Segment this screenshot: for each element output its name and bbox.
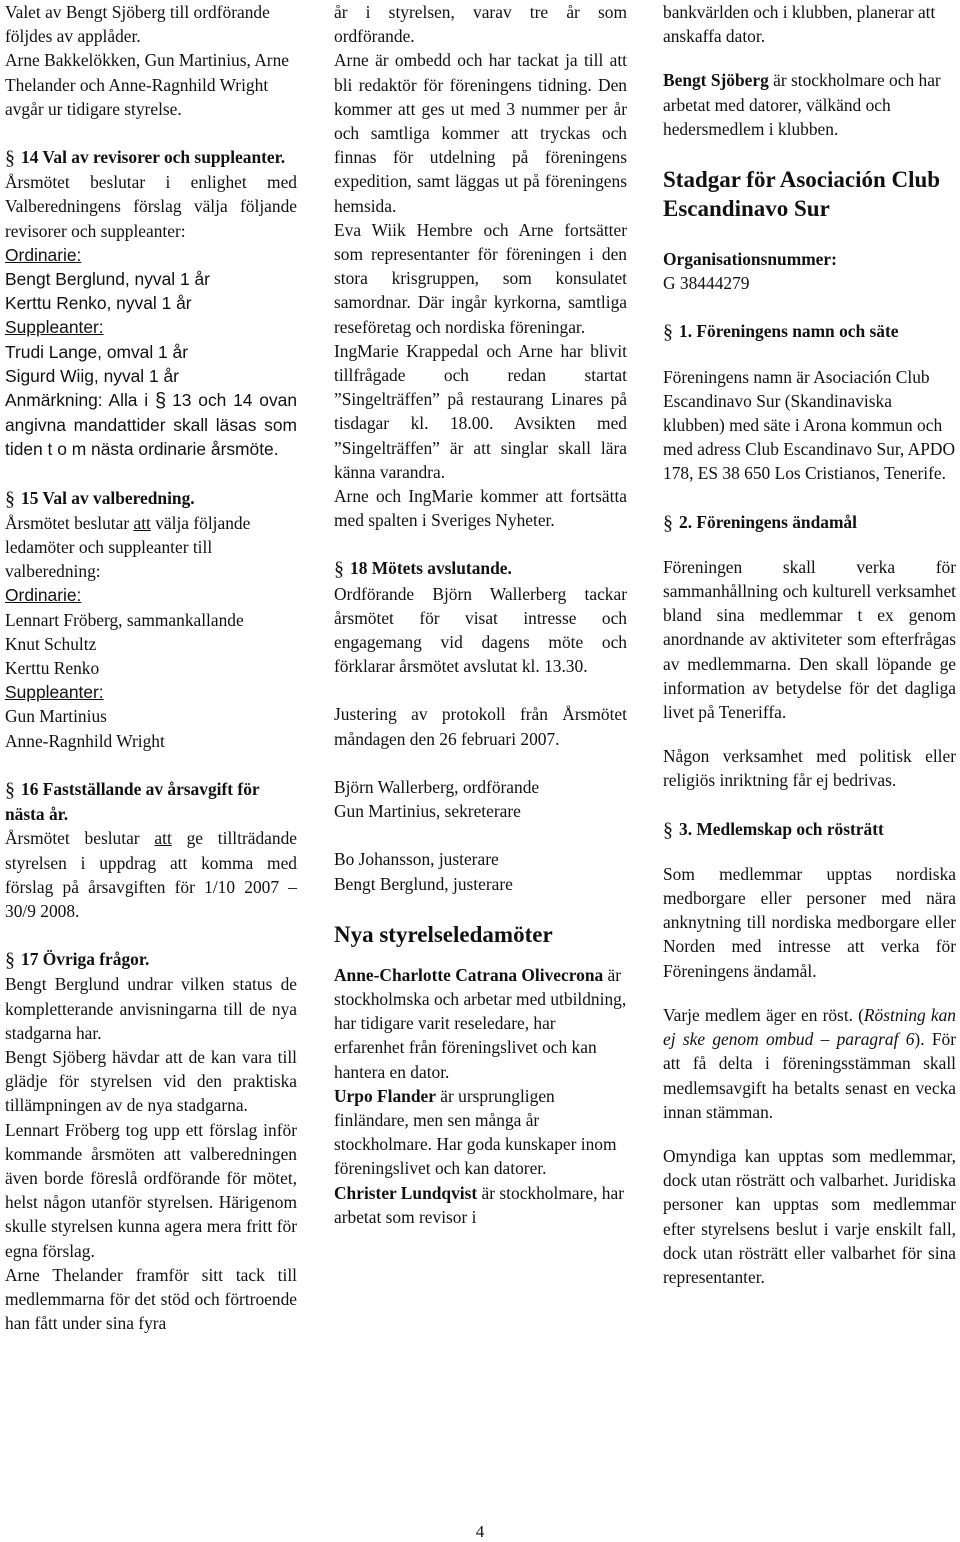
paragraph: Någon verksamhet med politisk eller religiös inriktning får ej bedrivas. [663,746,956,791]
auditor-list [5,243,297,462]
section-symbol: § [5,487,15,510]
list-item: Kerttu Renko, nyval 1 år [5,293,192,314]
list-item: Trudi Lange, omval 1 år [5,341,189,362]
paragraph: Bengt Sjöberg är stockholmare och har arbetat med datorer, välkänd och hedersmedlem i klubben. [663,70,941,139]
signature-line: Gun Martinius, sekreterare [334,801,521,822]
org-number: G 38444279 [663,273,750,294]
section-title: Nya styrelseledamöter [334,921,553,947]
section-symbol: § [5,949,15,972]
section-symbol: § [663,511,673,534]
paragraph: Anne-Charlotte Catrana Olivecrona är stockholmska och arbetar med utbildning, har tidigare varit reseledare, har erfarenhet från föreningslivet och kan hantera en dator. [334,964,627,1082]
paragraph: Valet av Bengt Sjöberg till ordförande följdes av applåder. [5,2,270,47]
signature-line: Björn Wallerberg, ordförande [334,776,540,797]
org-label: Organisationsnummer: [663,249,837,270]
list-item: Anne-Ragnhild Wright [5,730,165,751]
section-symbol: § [334,558,344,581]
paragraph: Christer Lundqvist är stockholmare, har arbetat som revisor i [334,1182,624,1227]
section-symbol: § [5,147,15,170]
list-label: Ordinarie: [5,585,82,606]
list-item: Sigurd Wiig, nyval 1 år [5,365,179,386]
signature-line: Bo Johansson, justerare [334,849,499,870]
list-item: Bengt Berglund, nyval 1 år [5,269,210,290]
list-item: Gun Martinius [5,706,107,727]
column-1 [5,0,297,1335]
section-title: Stadgar för Asociación Club Escandinavo Sur [663,167,941,222]
list-item: Kerttu Renko [5,658,100,679]
section-symbol: § [154,390,167,413]
section-heading-14: § 14 Val av revisorer och suppleanter. [5,147,286,170]
paragraph: Varje medlem äger en röst. (Röstning kan ej ske genom ombud – paragraf 6). För att få delta i föreningsstämman skall medlemsavgift ha betalts senast en vecka innan stämman. [663,1004,956,1122]
paragraph: Ordförande Björn Wallerberg tackar årsmötet för visat intresse och engagemang vid dagens möte och förklarar årsmötet avslutat kl. 13.30. [334,583,627,677]
paragraph: Bengt Berglund undrar vilken status de kompletterande anvisningarna till de nya stadgarna har. [5,974,297,1043]
section-symbol: § [663,818,673,841]
section-heading-3: § 3. Medlemskap och rösträtt [663,818,884,841]
paragraph: Årsmötet beslutar att välja följande ledamöter och suppleanter till valberedning: [5,512,251,582]
list-item: Knut Schultz [5,633,97,654]
paragraph: Justering av protokoll från Årsmötet måndagen den 26 februari 2007. [334,704,627,749]
section-heading-1: § 1. Föreningens namn och säte [663,321,899,344]
list-label: Suppleanter: [5,317,104,338]
paragraph: IngMarie Krappedal och Arne har blivit tillfrågade och redan startat ”Singelträffen” på restaurang Linares på tisdagar kl. 18.00. Avsikten med ”Singelträffen” är att singlar skall lära känna varandra. [334,340,627,482]
list-label: Ordinarie: [5,244,82,265]
paragraph: Arne Thelander framför sitt tack till medlemmarna för det stöd och förtroende han fått under sina fyra [5,1264,297,1334]
paragraph: Eva Wiik Hembre och Arne fortsätter som representanter för föreningen i den stora krisgruppen, som konsulatet samordnar. Där ingår kyrkorna, samtliga reseföretag och nordiska föreningar. [334,219,627,337]
paragraph: Föreningens namn är Asociación Club Escandinavo Sur (Skandinaviska klubben) med säte i Arona kommun och med adress Club Escandinavo Sur, APDO 178, ES 38 650 Los Cristianos, Tenerife. [663,366,956,484]
section-heading-2: § 2. Föreningens ändamål [663,511,857,534]
paragraph: Omyndiga kan upptas som medlemmar, dock utan rösträtt och valbarhet. Juridiska personer kan upptas som medlemmar efter styrelsens beslut i varje enskilt fall, dock utan rösträtt eller valbarhet för sina representanter. [663,1145,956,1287]
paragraph: år i styrelsen, varav tre år som ordförande. [334,2,627,47]
paragraph: Lennart Fröberg tog upp ett förslag inför kommande årsmöten att valberedningen även borde föreslå ordförande för mötet, helst någon utanför styrelsen. Härigenom skulle styrelsen kunna agera mera fritt för egna förslag. [5,1119,297,1261]
paragraph: Arne och IngMarie kommer att fortsätta med spalten i Sveriges Nyheter. [334,486,627,531]
paragraph: Bengt Sjöberg hävdar att de kan vara till glädje för styrelsen vid den praktiska tillämpningen av de nya stadgarna. [5,1046,297,1116]
section-heading-16: § 16 Fastställande av årsavgift för nästa år. [5,778,260,825]
section-heading-15: § 15 Val av valberedning. [5,487,195,510]
column-3 [663,0,956,1289]
list-label: Suppleanter: [5,682,104,703]
paragraph: Arne Bakkelökken, Gun Martinius, Arne Thelander och Anne-Ragnhild Wright avgår ur tidigare styrelse. [5,50,289,119]
paragraph: Som medlemmar upptas nordiska medborgare eller personer med nära anknytning till nordiska medborgare eller Norden med intresse att verka för Föreningens ändamål. [663,863,956,981]
paragraph: bankvärlden och i klubben, planerar att anskaffa dator. [663,2,936,47]
column-2 [334,0,627,1229]
section-symbol: § [663,321,673,344]
signature-line: Bengt Berglund, justerare [334,873,513,894]
page-number: 4 [475,1522,485,1541]
paragraph: Årsmötet beslutar i enlighet med Valberedningens förslag välja följande revisorer och suppleanter: [5,172,297,241]
section-heading-17: § 17 Övriga frågor. [5,949,150,972]
list-item: Lennart Fröberg, sammankallande [5,609,244,630]
paragraph: Årsmötet beslutar att ge tillträdande styrelsen i uppdrag att komma med förslag på årsavgiften för 1/10 2007 – 30/9 2008. [5,828,297,921]
section-heading-18: § 18 Mötets avslutande. [334,558,512,581]
paragraph: Föreningen skall verka för sammanhållning och kulturell verksamhet bland sina medlemmar t ex genom anordnande av aktiviteter som efterfrågas av medlemmarna. Den skall löpande ge information av betydelse för det dagliga livet på Teneriffa. [663,556,956,723]
paragraph: Urpo Flander är ursprungligen finländare, men sen många år stockholmare. Har goda kunskaper inom föreningslivet och kan datorer. [334,1085,617,1179]
paragraph: Arne är ombedd och har tackat ja till att bli redaktör för föreningens tidning. Den kommer att ges ut med 3 nummer per år och samtliga kommer att tryckas och finnas för utdelning på föreningens expedition, samt läggas ut på föreningens hemsida. [334,50,627,216]
section-symbol: § [5,778,15,801]
note: Anmärkning: Alla i § 13 och 14 ovan angivna mandattider skall läsas som tiden t o m nästa ordinarie årsmöte. [5,390,297,460]
